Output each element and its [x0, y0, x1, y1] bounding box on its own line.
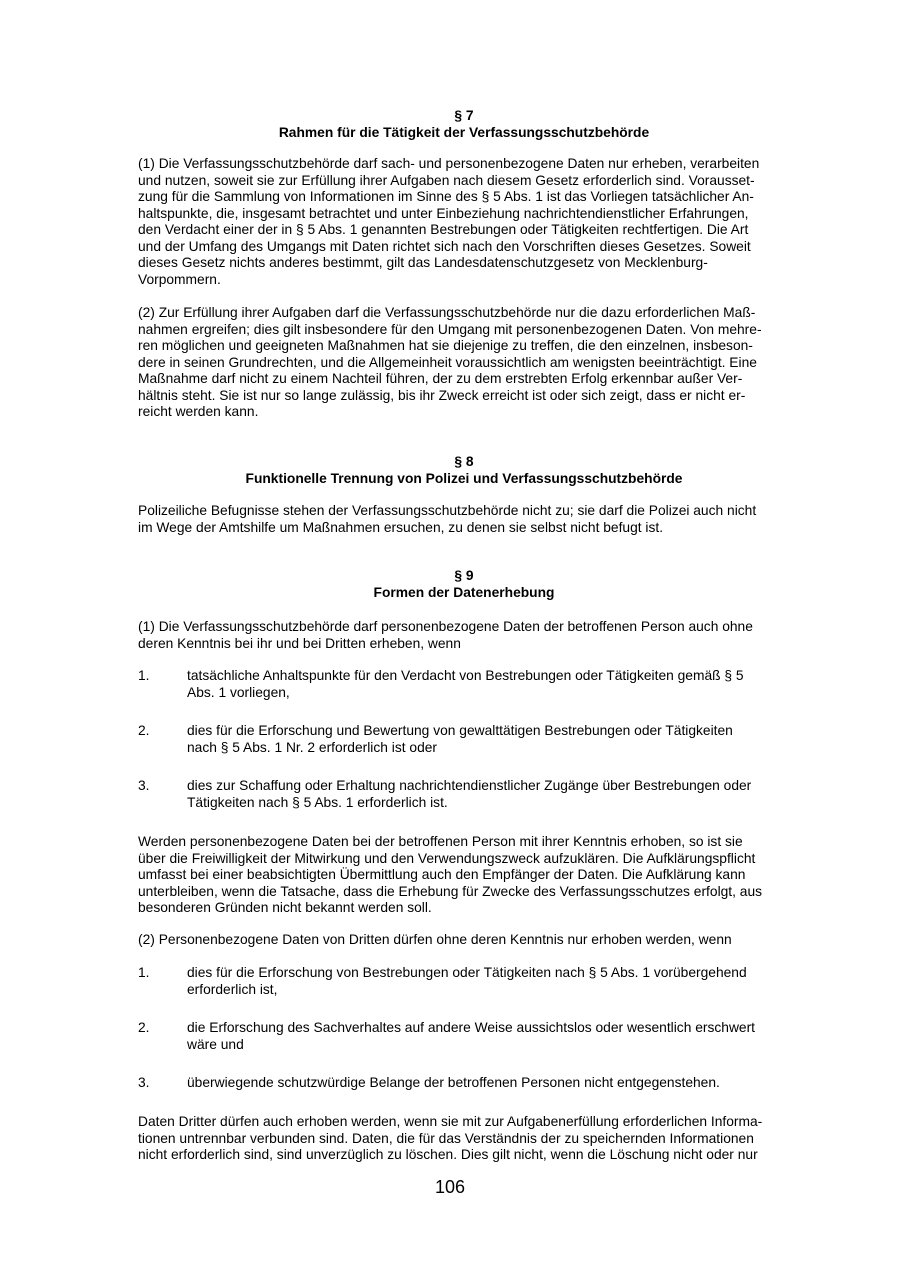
list-number: 3. [138, 1075, 150, 1090]
paragraph-7-1 [138, 156, 790, 288]
section-title: Formen der Datenerhebung [373, 584, 555, 600]
paragraph-9-2b [138, 1114, 790, 1164]
paragraph-9-2 [138, 932, 790, 949]
list-number: 2. [138, 1020, 150, 1035]
text-line: (1) Die Verfassungsschutzbehörde darf personenbezogene Daten der betroffenen Person auch ohne [138, 619, 753, 634]
text-line: Werden personenbezogene Daten bei der betroffenen Person mit ihrer Kenntnis erhoben, so ist sie [138, 834, 743, 849]
paragraph-7-2 [138, 305, 790, 421]
section-number: § 9 [454, 568, 474, 583]
text-line: haltspunkte, die, insgesamt betrachtet und unter Einbeziehung nachrichtendienstlicher Erfahrungen, [138, 205, 749, 221]
list-number: 1. [138, 965, 150, 980]
text-line: (1) Die Verfassungsschutzbehörde darf sach- und personenbezogene Daten nur erheben, verarbeiten [138, 156, 760, 171]
text-line: Abs. 1 vorliegen, [187, 684, 290, 700]
section-7-heading [138, 108, 790, 141]
list-number: 1. [138, 668, 150, 683]
text-line: dies zur Schaffung oder Erhaltung nachrichtendienstlicher Zugänge über Bestrebungen oder [187, 778, 752, 793]
text-line: tionen untrennbar verbunden sind. Daten, die für das Verständnis der zu speichernden Informationen [138, 1130, 754, 1146]
text-line: nach § 5 Abs. 1 Nr. 2 erforderlich ist oder [187, 739, 438, 755]
text-line: unterbleiben, wenn die Tatsache, dass die Erhebung für Zwecke des Verfassungsschutzes erfolgt, aus [138, 883, 763, 899]
text-line: die Erforschung des Sachverhaltes auf andere Weise aussichtslos oder wesentlich erschwert [187, 1020, 756, 1035]
paragraph-8 [138, 503, 790, 536]
section-title: Funktionelle Trennung von Polizei und Verfassungsschutzbehörde [245, 470, 683, 486]
text-line: reicht werden kann. [138, 404, 259, 419]
text-line: und der Umfang des Umgangs mit Daten richtet sich nach den Vorschriften dieses Gesetzes. Soweit [138, 238, 751, 254]
text-line: ren möglichen und geeigneten Maßnahmen hat sie diejenige zu treffen, die den einzelnen, insbeson- [138, 338, 753, 353]
text-line: dies für die Erforschung und Bewertung von gewalttätigen Bestrebungen oder Tätigkeiten [187, 723, 733, 738]
text-line: Maßnahme darf nicht zu einem Nachteil führen, der zu dem erstrebten Erfolg erkennbar außer Ver- [138, 371, 743, 386]
text-line: über die Freiwilligkeit der Mitwirkung und den Verwendungszweck aufzuklären. Die Aufklärungspflicht [138, 850, 756, 866]
text-line: deren Kenntnis bei ihr und bei Dritten erheben, wenn [138, 635, 461, 651]
list-number: 3. [138, 778, 150, 793]
text-line: (2) Zur Erfüllung ihrer Aufgaben darf die Verfassungsschutzbehörde nur die dazu erforderlichen Maß- [138, 305, 756, 320]
page-number: 106 [434, 1177, 466, 1197]
text-line: wäre und [187, 1036, 244, 1052]
text-line: umfasst bei einer beabsichtigten Übermittlung auch den Empfänger der Daten. Die Aufklärung kann [138, 867, 746, 882]
section-8-heading [138, 454, 790, 487]
text-line: zung für die Sammlung von Informationen im Sinne des § 5 Abs. 1 ist das Vorliegen tatsächlicher An- [138, 189, 754, 204]
text-line: und nutzen, soweit sie zur Erfüllung ihrer Aufgaben nach diesem Gesetz erforderlich sind. Vorausset- [138, 172, 755, 188]
text-line: tatsächliche Anhaltspunkte für den Verdacht von Bestrebungen oder Tätigkeiten gemäß § 5 [187, 668, 744, 683]
text-line: nahmen ergreifen; dies gilt insbesondere für den Umgang mit personenbezogenen Daten. Von mehre- [138, 321, 762, 337]
text-line: Daten Dritter dürfen auch erhoben werden, wenn sie mit zur Aufgabenerfüllung erforderlichen Informa- [138, 1114, 763, 1129]
text-line: dere in seinen Grundrechten, und die Allgemeinheit voraussichtlich am wenigsten beeinträchtigt. Eine [138, 354, 757, 370]
text-line: erforderlich ist, [187, 981, 278, 997]
text-line: dies für die Erforschung von Bestrebungen oder Tätigkeiten nach § 5 Abs. 1 vorübergehend [187, 965, 747, 980]
text-line: besonderen Gründen nicht bekannt werden soll. [138, 900, 432, 915]
text-line: Polizeiliche Befugnisse stehen der Verfassungsschutzbehörde nicht zu; sie darf die Polizei auch nicht [138, 503, 757, 518]
section-number: § 7 [454, 108, 474, 123]
section-number: § 8 [454, 454, 474, 469]
text-line: hältnis steht. Sie ist nur so lange zulässig, bis ihr Zweck erreicht ist oder sich zeigt, dass er nicht er- [138, 387, 746, 403]
list-number: 2. [138, 723, 150, 738]
paragraph-9-1b [138, 834, 790, 917]
paragraph-9-1 [138, 619, 790, 652]
text-line: Vorpommern. [138, 271, 221, 287]
text-line: Tätigkeiten nach § 5 Abs. 1 erforderlich ist. [187, 794, 448, 810]
text-line: im Wege der Amtshilfe um Maßnahmen ersuchen, zu denen sie selbst nicht befugt ist. [138, 519, 664, 535]
text-line: den Verdacht einer der in § 5 Abs. 1 genannten Bestrebungen oder Tätigkeiten rechtfertigen. Die Art [138, 222, 749, 237]
text-line: überwiegende schutzwürdige Belange der betroffenen Personen nicht entgegenstehen. [187, 1075, 720, 1090]
text-line: (2) Personenbezogene Daten von Dritten dürfen ohne deren Kenntnis nur erhoben werden, wenn [138, 932, 732, 947]
section-title: Rahmen für die Tätigkeit der Verfassungsschutzbehörde [278, 124, 650, 140]
section-9-heading [138, 568, 790, 601]
text-line: dieses Gesetz nichts anderes bestimmt, gilt das Landesdatenschutzgesetz von Mecklenburg- [138, 255, 708, 270]
text-line: nicht erforderlich sind, sind unverzüglich zu löschen. Dies gilt nicht, wenn die Löschung nicht oder nur [138, 1147, 758, 1162]
